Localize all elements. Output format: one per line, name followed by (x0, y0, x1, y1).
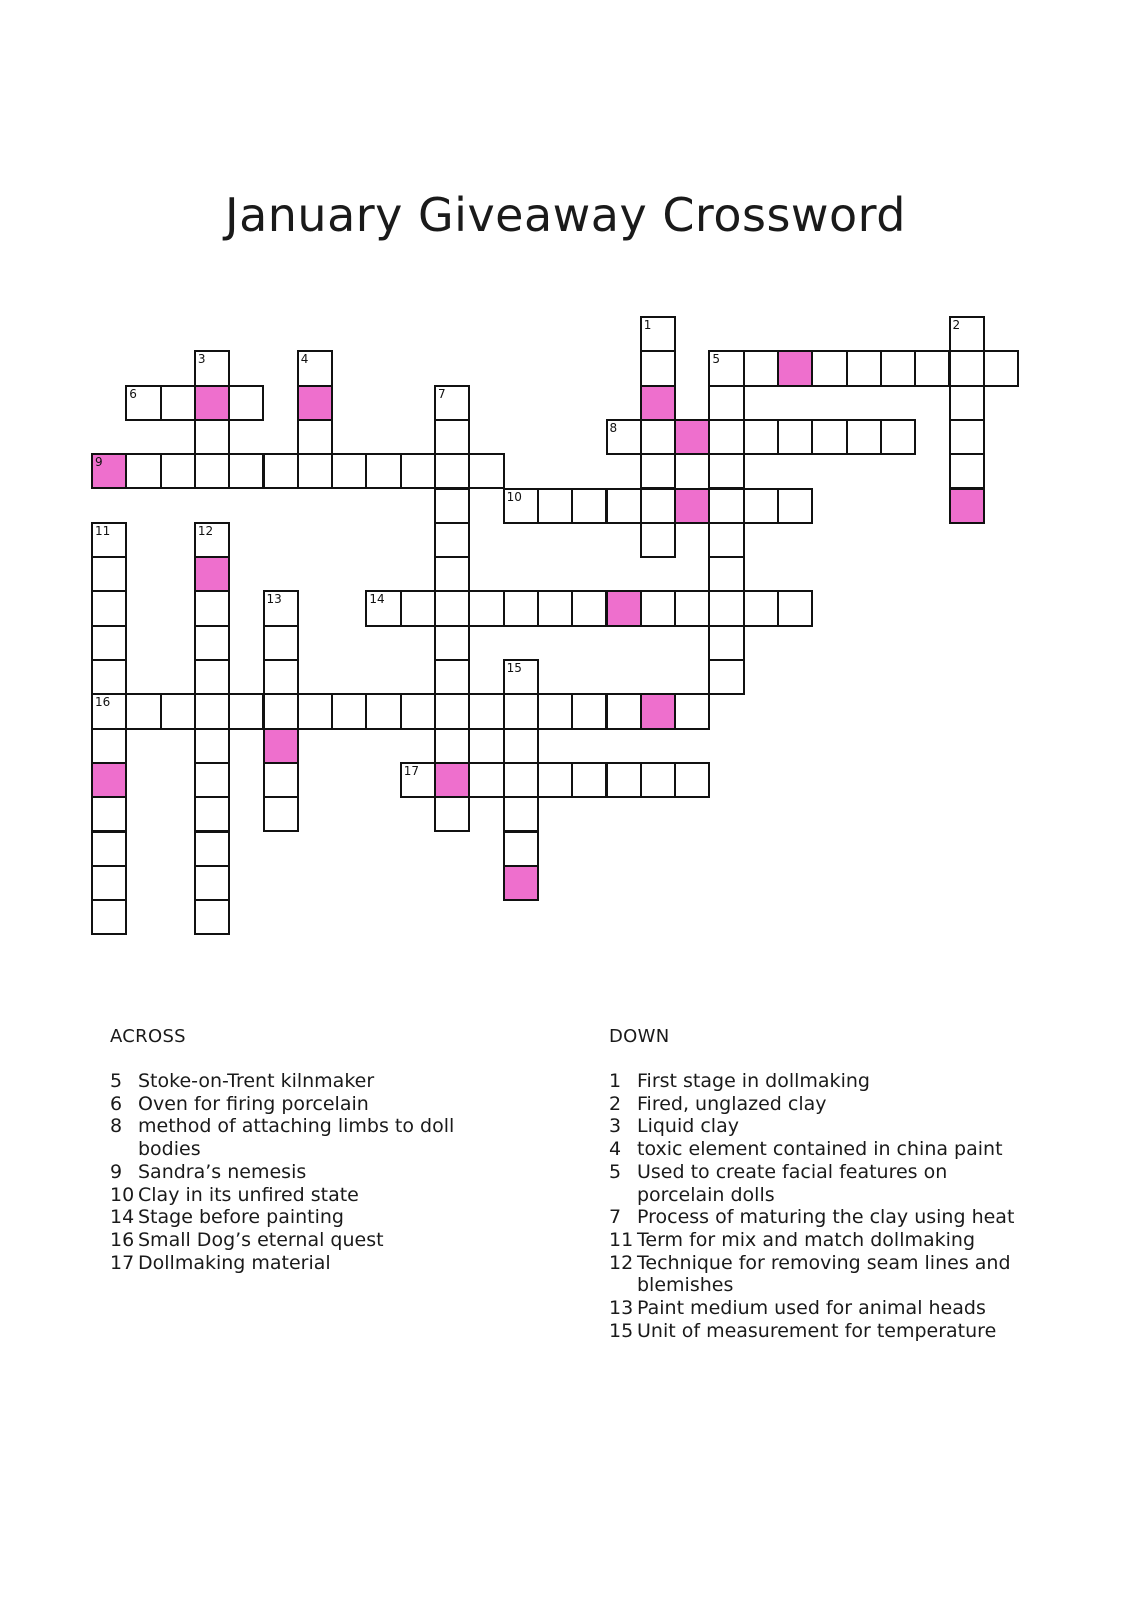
clue-item (110, 1093, 510, 1116)
grid-cell[interactable] (503, 488, 539, 524)
grid-cell[interactable] (503, 590, 539, 626)
grid-cell[interactable] (640, 419, 676, 455)
grid-cell[interactable] (846, 350, 882, 386)
grid-cell[interactable] (91, 625, 127, 661)
clue-item (609, 1115, 1029, 1138)
clue-number: 6 (110, 1092, 123, 1115)
clue-text: Liquid clay (637, 1115, 739, 1138)
shaded-grid-cell[interactable] (434, 762, 470, 798)
grid-cell[interactable] (949, 419, 985, 455)
grid-cell[interactable] (91, 522, 127, 558)
grid-cell[interactable] (949, 453, 985, 489)
grid-cell[interactable] (537, 762, 573, 798)
grid-cell[interactable] (91, 728, 127, 764)
grid-cell[interactable] (228, 693, 264, 729)
clue-number: 3 (609, 1115, 622, 1138)
grid-cell[interactable] (228, 453, 264, 489)
shaded-grid-cell[interactable] (777, 350, 813, 386)
grid-cell[interactable] (674, 762, 710, 798)
clue-text: toxic element contained in china paint (637, 1138, 1003, 1161)
grid-cell[interactable] (708, 453, 744, 489)
clue-number: 11 (609, 1228, 634, 1251)
grid-cell[interactable] (708, 522, 744, 558)
shaded-grid-cell[interactable] (91, 453, 127, 489)
clue-item (609, 1206, 1029, 1229)
shaded-grid-cell[interactable] (606, 590, 642, 626)
grid-cell[interactable] (708, 625, 744, 661)
grid-cell[interactable] (434, 453, 470, 489)
grid-cell[interactable] (777, 419, 813, 455)
grid-cell[interactable] (846, 419, 882, 455)
grid-cell[interactable] (503, 831, 539, 867)
clue-text: Paint medium used for animal heads (637, 1297, 986, 1320)
clue-text: Dollmaking material (138, 1251, 331, 1274)
grid-cell[interactable] (194, 419, 230, 455)
grid-cell[interactable] (537, 488, 573, 524)
clue-item (110, 1161, 510, 1184)
grid-cell[interactable] (606, 693, 642, 729)
clue-number: 12 (609, 1251, 634, 1274)
down-heading: DOWN (609, 1026, 670, 1047)
grid-cell[interactable] (194, 693, 230, 729)
clue-item (609, 1252, 1029, 1297)
clue-number-label: 10 (506, 489, 522, 504)
grid-cell[interactable] (743, 350, 779, 386)
grid-cell[interactable] (365, 453, 401, 489)
grid-cell[interactable] (331, 693, 367, 729)
grid-cell[interactable] (434, 693, 470, 729)
grid-cell[interactable] (503, 728, 539, 764)
grid-cell[interactable] (434, 796, 470, 832)
grid-cell[interactable] (640, 316, 676, 352)
grid-cell[interactable] (400, 762, 436, 798)
grid-cell[interactable] (880, 350, 916, 386)
clue-number: 5 (110, 1070, 123, 1092)
clue-number-label: 7 (438, 386, 446, 401)
grid-cell[interactable] (434, 590, 470, 626)
grid-cell[interactable] (434, 385, 470, 421)
down-clue-list (609, 1070, 1029, 1342)
grid-cell[interactable] (228, 385, 264, 421)
clue-item (110, 1252, 510, 1275)
clue-text: First stage in dollmaking (637, 1070, 870, 1092)
grid-cell[interactable] (125, 453, 161, 489)
clue-number: 15 (609, 1319, 634, 1342)
grid-cell[interactable] (674, 693, 710, 729)
grid-cell[interactable] (434, 625, 470, 661)
clue-number: 4 (609, 1138, 622, 1161)
grid-cell[interactable] (91, 865, 127, 901)
clue-text: Sandra’s nemesis (138, 1160, 307, 1183)
clue-number: 5 (609, 1160, 622, 1183)
clue-item (609, 1297, 1029, 1320)
grid-cell[interactable] (983, 350, 1019, 386)
grid-cell[interactable] (811, 419, 847, 455)
clue-number: 1 (609, 1070, 622, 1092)
grid-cell[interactable] (880, 419, 916, 455)
grid-cell[interactable] (91, 831, 127, 867)
grid-cell[interactable] (194, 522, 230, 558)
grid-cell[interactable] (194, 762, 230, 798)
grid-cell[interactable] (503, 796, 539, 832)
grid-cell[interactable] (606, 419, 642, 455)
clue-item (609, 1093, 1029, 1116)
clue-number: 17 (110, 1251, 135, 1274)
grid-cell[interactable] (434, 419, 470, 455)
clue-number-label: 2 (952, 318, 961, 332)
grid-cell[interactable] (468, 693, 504, 729)
grid-cell[interactable] (708, 488, 744, 524)
grid-cell[interactable] (263, 693, 299, 729)
shaded-grid-cell[interactable] (194, 385, 230, 421)
grid-cell[interactable] (811, 350, 847, 386)
grid-cell[interactable] (503, 762, 539, 798)
clue-number-label: 13 (266, 592, 282, 607)
shaded-grid-cell[interactable] (674, 419, 710, 455)
page-title: January Giveaway Crossword (225, 188, 906, 242)
shaded-grid-cell[interactable] (297, 385, 333, 421)
grid-cell[interactable] (263, 762, 299, 798)
grid-cell[interactable] (160, 693, 196, 729)
clue-number: 2 (609, 1092, 622, 1115)
across-heading: ACROSS (110, 1026, 186, 1047)
grid-cell[interactable] (743, 419, 779, 455)
grid-cell[interactable] (91, 659, 127, 695)
grid-cell[interactable] (777, 590, 813, 626)
grid-cell[interactable] (674, 590, 710, 626)
clue-number-label: 16 (95, 695, 111, 710)
clue-item (609, 1320, 1029, 1343)
clue-number: 10 (110, 1183, 135, 1206)
clue-text: Used to create facial features on porcelain dolls (637, 1160, 948, 1206)
clue-text: Unit of measurement for temperature (637, 1319, 997, 1342)
grid-cell[interactable] (194, 590, 230, 626)
clue-item (110, 1184, 510, 1207)
grid-cell[interactable] (263, 796, 299, 832)
clue-number-label: 17 (403, 763, 419, 778)
grid-cell[interactable] (125, 693, 161, 729)
grid-cell[interactable] (468, 590, 504, 626)
grid-cell[interactable] (708, 419, 744, 455)
grid-cell[interactable] (91, 693, 127, 729)
shaded-grid-cell[interactable] (263, 728, 299, 764)
clue-item (609, 1070, 1029, 1093)
grid-cell[interactable] (194, 659, 230, 695)
grid-cell[interactable] (365, 590, 401, 626)
clue-text: Term for mix and match dollmaking (637, 1228, 976, 1251)
grid-cell[interactable] (949, 385, 985, 421)
grid-cell[interactable] (571, 488, 607, 524)
grid-cell[interactable] (160, 453, 196, 489)
grid-cell[interactable] (160, 385, 196, 421)
grid-cell[interactable] (263, 625, 299, 661)
grid-cell[interactable] (468, 762, 504, 798)
grid-cell[interactable] (503, 693, 539, 729)
grid-cell[interactable] (194, 350, 230, 386)
grid-cell[interactable] (434, 556, 470, 592)
grid-cell[interactable] (468, 453, 504, 489)
shaded-grid-cell[interactable] (640, 385, 676, 421)
grid-cell[interactable] (263, 659, 299, 695)
grid-cell[interactable] (365, 693, 401, 729)
grid-cell[interactable] (91, 899, 127, 935)
shaded-grid-cell[interactable] (674, 488, 710, 524)
clue-number-label: 6 (129, 386, 137, 401)
clue-number-label: 12 (197, 523, 214, 538)
grid-cell[interactable] (708, 659, 744, 695)
shaded-grid-cell[interactable] (194, 556, 230, 592)
clue-text: Process of maturing the clay using heat (637, 1206, 1015, 1229)
grid-cell[interactable] (297, 419, 333, 455)
grid-cell[interactable] (640, 762, 676, 798)
grid-cell[interactable] (949, 350, 985, 386)
grid-cell[interactable] (571, 590, 607, 626)
grid-cell[interactable] (331, 453, 367, 489)
across-clue-list (110, 1070, 510, 1274)
clue-number-label: 9 (95, 455, 103, 470)
clue-number-label: 5 (712, 352, 721, 367)
grid-cell[interactable] (606, 488, 642, 524)
grid-cell[interactable] (434, 659, 470, 695)
grid-cell[interactable] (400, 453, 436, 489)
clue-number: 9 (110, 1160, 123, 1183)
clue-text: Clay in its unfired state (138, 1183, 359, 1206)
grid-cell[interactable] (400, 693, 436, 729)
grid-cell[interactable] (606, 762, 642, 798)
grid-cell[interactable] (194, 453, 230, 489)
grid-cell[interactable] (708, 590, 744, 626)
grid-cell[interactable] (194, 728, 230, 764)
grid-cell[interactable] (434, 728, 470, 764)
clue-number-label: 3 (197, 352, 206, 367)
grid-cell[interactable] (708, 556, 744, 592)
clue-number-label: 15 (506, 661, 522, 675)
clue-number: 7 (609, 1206, 622, 1229)
grid-cell[interactable] (777, 488, 813, 524)
grid-cell[interactable] (400, 590, 436, 626)
grid-cell[interactable] (743, 488, 779, 524)
clue-number: 13 (609, 1297, 634, 1320)
grid-cell[interactable] (194, 796, 230, 832)
grid-cell[interactable] (640, 453, 676, 489)
grid-cell[interactable] (640, 488, 676, 524)
grid-cell[interactable] (297, 693, 333, 729)
clue-number-label: 4 (300, 352, 309, 367)
grid-cell[interactable] (297, 453, 333, 489)
grid-cell[interactable] (263, 453, 299, 489)
grid-cell[interactable] (708, 350, 744, 386)
clue-text: Technique for removing seam lines and blemishes (637, 1251, 1011, 1297)
grid-cell[interactable] (297, 350, 333, 386)
grid-cell[interactable] (640, 350, 676, 386)
clue-text: Small Dog’s eternal quest (138, 1228, 384, 1251)
grid-cell[interactable] (125, 385, 161, 421)
clue-text: Fired, unglazed clay (637, 1092, 827, 1115)
grid-cell[interactable] (434, 488, 470, 524)
clue-item (110, 1115, 510, 1160)
clue-number: 8 (110, 1115, 123, 1138)
grid-cell[interactable] (503, 659, 539, 695)
shaded-grid-cell[interactable] (91, 762, 127, 798)
grid-cell[interactable] (434, 522, 470, 558)
clue-number-label: 8 (609, 420, 618, 435)
shaded-grid-cell[interactable] (640, 693, 676, 729)
grid-cell[interactable] (194, 865, 230, 901)
grid-cell[interactable] (537, 590, 573, 626)
clue-item (609, 1138, 1029, 1161)
grid-cell[interactable] (194, 831, 230, 867)
clue-text: Oven for firing porcelain (138, 1092, 369, 1115)
clue-item (110, 1070, 510, 1093)
grid-cell[interactable] (194, 625, 230, 661)
grid-cell[interactable] (708, 385, 744, 421)
clue-number: 14 (110, 1206, 135, 1229)
grid-cell[interactable] (640, 590, 676, 626)
grid-cell[interactable] (743, 590, 779, 626)
grid-cell[interactable] (640, 522, 676, 558)
clue-number-label: 1 (643, 318, 652, 332)
clue-item (609, 1161, 1029, 1206)
clue-number: 16 (110, 1228, 135, 1251)
clue-text: Stage before painting (138, 1206, 344, 1229)
grid-cell[interactable] (571, 762, 607, 798)
grid-cell[interactable] (91, 590, 127, 626)
clue-item (110, 1229, 510, 1252)
shaded-grid-cell[interactable] (949, 488, 985, 524)
grid-cell[interactable] (91, 556, 127, 592)
grid-cell[interactable] (91, 796, 127, 832)
shaded-grid-cell[interactable] (503, 865, 539, 901)
grid-cell[interactable] (537, 693, 573, 729)
grid-cell[interactable] (571, 693, 607, 729)
clue-text: method of attaching limbs to doll bodies (138, 1115, 455, 1161)
clue-number-label: 11 (95, 523, 111, 538)
clue-item (110, 1206, 510, 1229)
clue-number-label: 14 (369, 592, 385, 607)
grid-cell[interactable] (194, 899, 230, 935)
grid-cell[interactable] (949, 316, 985, 352)
clue-text: Stoke-on-Trent kilnmaker (138, 1070, 375, 1092)
grid-cell[interactable] (263, 590, 299, 626)
grid-cell[interactable] (914, 350, 950, 386)
clue-item (609, 1229, 1029, 1252)
